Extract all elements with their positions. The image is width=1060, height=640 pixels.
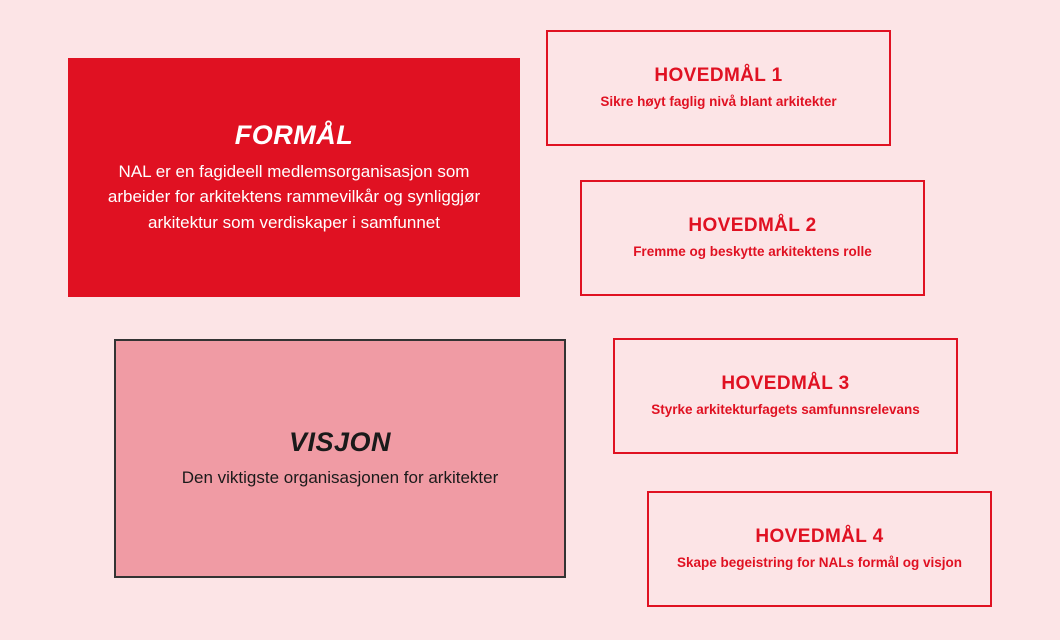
goal-box-1 <box>546 30 891 146</box>
goal-description-2: Fremme og beskytte arkitektens rolle <box>633 243 872 259</box>
goal-title-3: HOVEDMÅL 3 <box>721 372 850 394</box>
formal-title: FORMÅL <box>234 119 354 150</box>
goal-description-3: Styrke arkitekturfagets samfunnsrelevans <box>651 401 920 417</box>
visjon-block <box>114 339 566 578</box>
goal-box-3 <box>613 338 958 454</box>
goal-box-2 <box>580 180 925 296</box>
goal-box-4 <box>647 491 992 607</box>
formal-description: NAL er en fagideell medlemsorganisasjon som arbeider for arkitektens rammevilkår og synliggjør arkitektur som verdiskaper i samfunnet <box>107 161 481 232</box>
goal-description-1: Sikre høyt faglig nivå blant arkitekter <box>600 93 837 109</box>
goal-description-4: Skape begeistring for NALs formål og visjon <box>676 554 963 570</box>
visjon-description: Den viktigste organisasjonen for arkitekter <box>181 468 499 488</box>
goal-title-2: HOVEDMÅL 2 <box>688 214 817 236</box>
formal-block <box>68 58 520 297</box>
visjon-title: VISJON <box>288 427 392 458</box>
goal-title-1: HOVEDMÅL 1 <box>654 64 783 86</box>
goal-title-4: HOVEDMÅL 4 <box>755 525 884 547</box>
